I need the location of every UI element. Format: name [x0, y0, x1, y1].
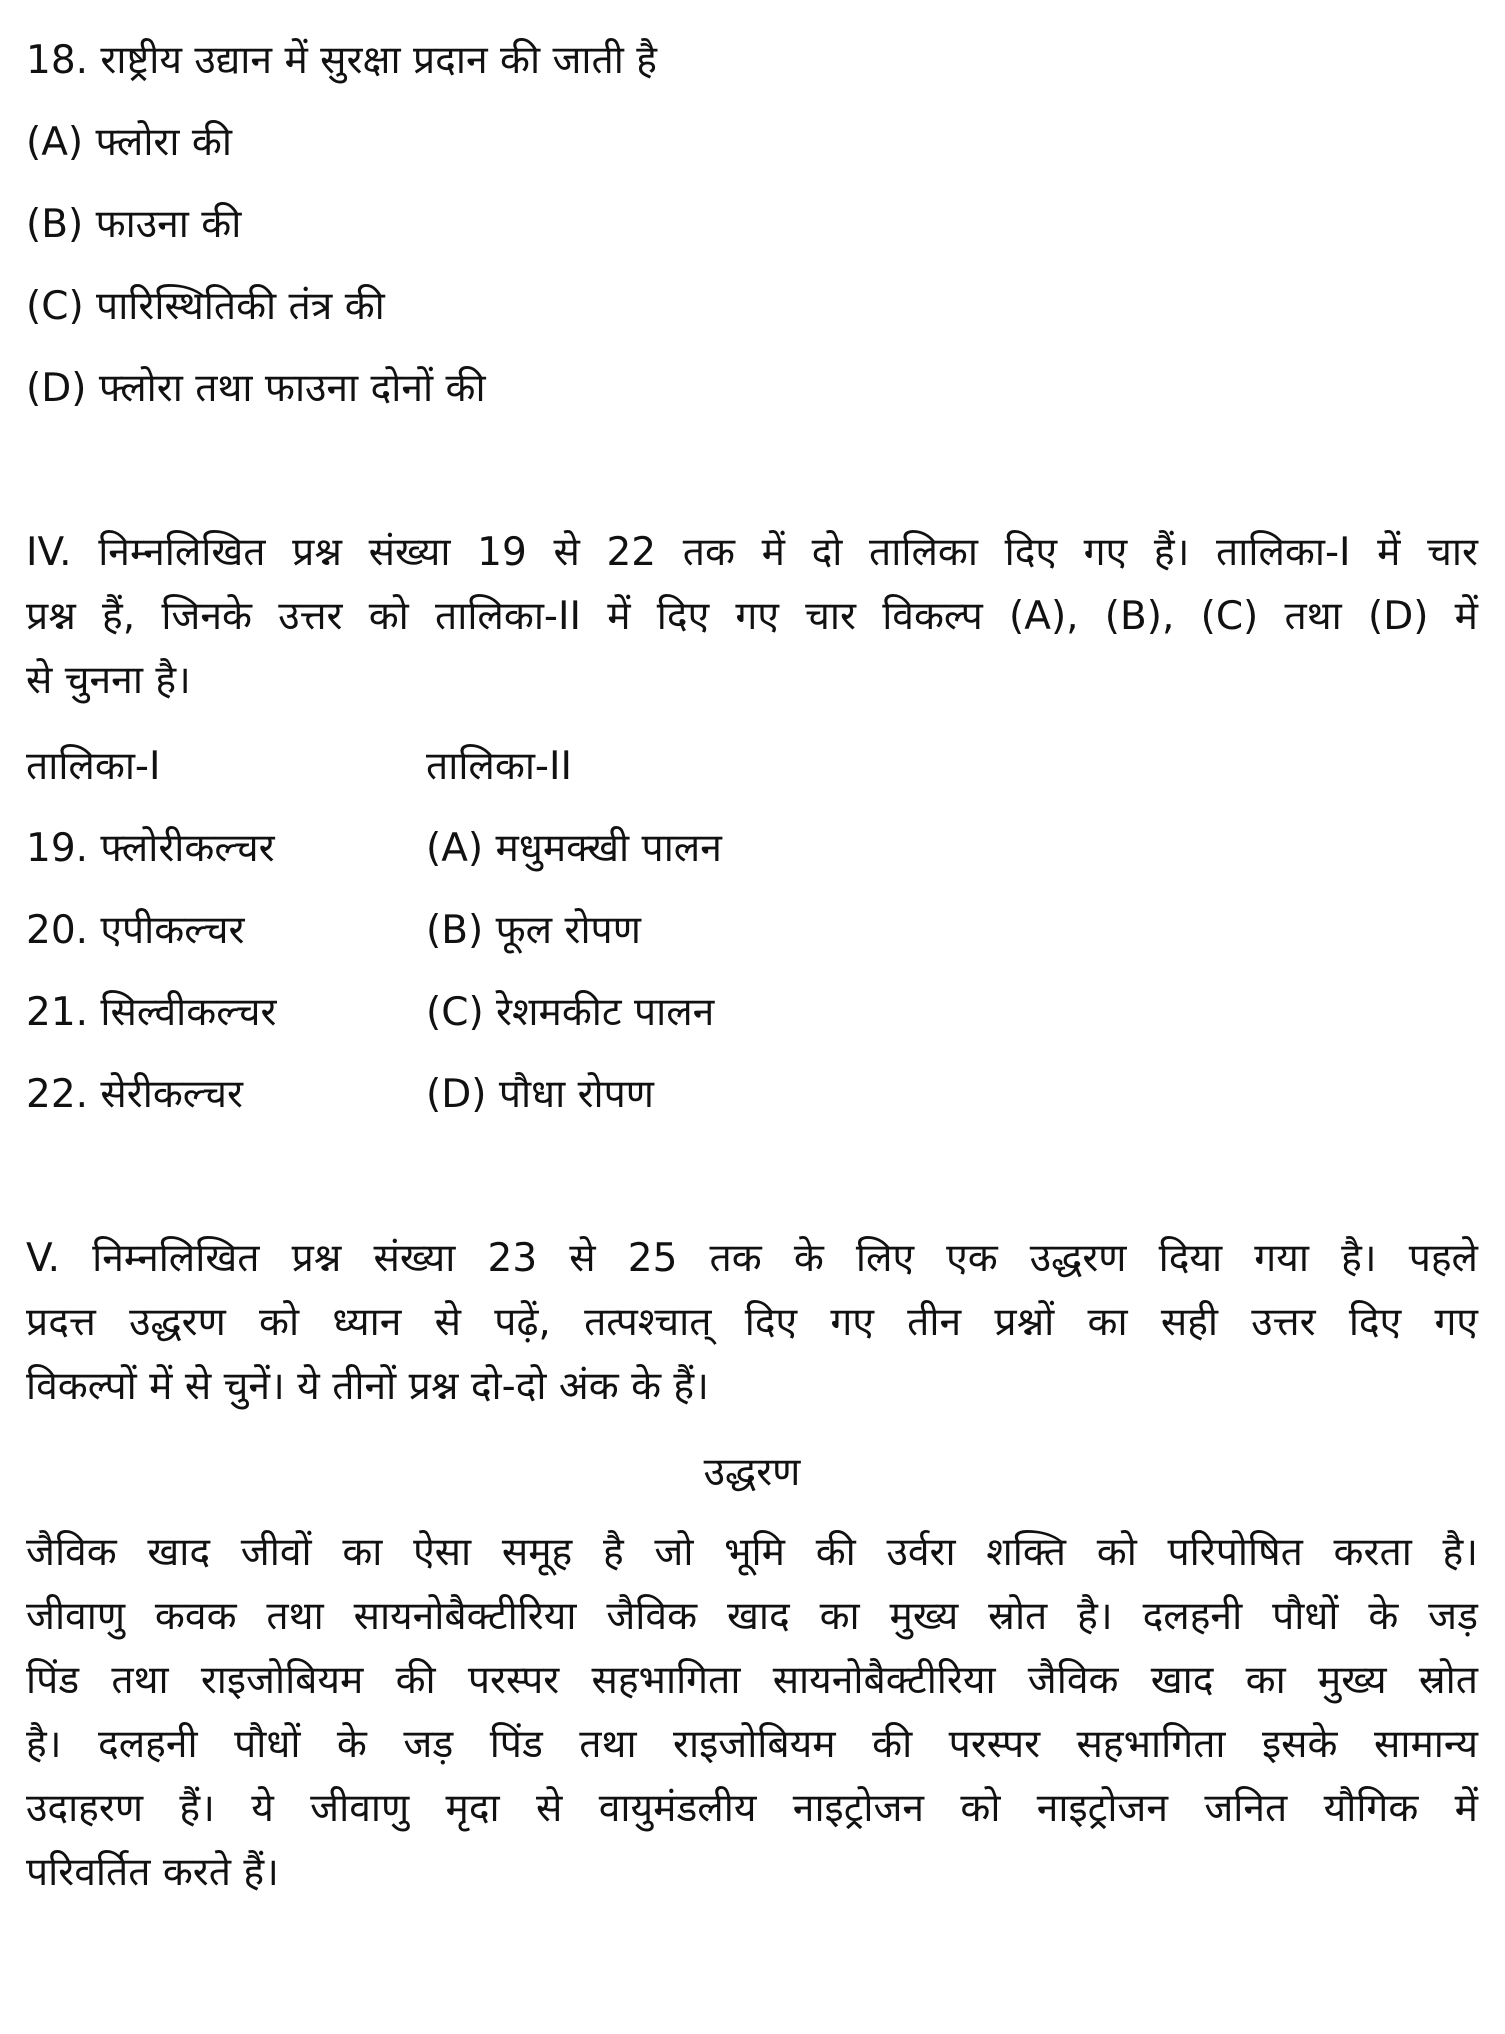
table-row-22-left: 22. सेरीकल्चर [26, 1072, 244, 1117]
table-row-19-left: 19. फ्लोरीकल्चर [26, 826, 275, 871]
table-2-header: तालिका-II [426, 744, 573, 789]
section-iv-instruction-line-1: IV. निम्नलिखित प्रश्न संख्या 19 से 22 तक में दो तालिका दिए गए हैं। तालिका-I में चार [26, 530, 1478, 575]
q18-option-a: (A) फ्लोरा की [26, 120, 232, 165]
passage-line-5: उदाहरण हैं। ये जीवाणु मृदा से वायुमंडलीय नाइट्रोजन को नाइट्रोजन जनित यौगिक में [26, 1786, 1478, 1831]
table-row-20-right: (B) फूल रोपण [426, 908, 641, 953]
passage-line-3: पिंड तथा राइजोबियम की परस्पर सहभागिता सायनोबैक्टीरिया जैविक खाद का मुख्य स्रोत [26, 1658, 1478, 1703]
passage-line-6: परिवर्तित करते हैं। [26, 1850, 279, 1895]
table-1-header: तालिका-I [26, 744, 161, 789]
section-iv-instruction-line-3: से चुनना है। [26, 658, 191, 703]
table-row-21-right: (C) रेशमकीट पालन [426, 990, 715, 1035]
table-row-21-left: 21. सिल्वीकल्चर [26, 990, 277, 1035]
table-row-22-right: (D) पौधा रोपण [426, 1072, 654, 1117]
section-iv-instruction-line-2: प्रश्न हैं, जिनके उत्तर को तालिका-II में दिए गए चार विकल्प (A), (B), (C) तथा (D) में [26, 594, 1478, 639]
section-v-instruction-line-2: प्रदत्त उद्धरण को ध्यान से पढ़ें, तत्पश्चात् दिए गए तीन प्रश्नों का सही उत्तर दिए गए [26, 1300, 1478, 1345]
table-row-19-right: (A) मधुमक्खी पालन [426, 826, 722, 871]
passage-line-1: जैविक खाद जीवों का ऐसा समूह है जो भूमि की उर्वरा शक्ति को परिपोषित करता है। [26, 1530, 1478, 1575]
q18-option-c: (C) पारिस्थितिकी तंत्र की [26, 284, 385, 329]
passage-line-4: है। दलहनी पौधों के जड़ पिंड तथा राइजोबियम की परस्पर सहभागिता इसके सामान्य [26, 1722, 1478, 1767]
passage-line-2: जीवाणु कवक तथा सायनोबैक्टीरिया जैविक खाद का मुख्य स्रोत है। दलहनी पौधों के जड़ [26, 1594, 1478, 1639]
table-row-20-left: 20. एपीकल्चर [26, 908, 245, 953]
q18-option-d: (D) फ्लोरा तथा फाउना दोनों की [26, 366, 486, 411]
passage-title: उद्धरण [703, 1450, 801, 1495]
question-18-text: 18. राष्ट्रीय उद्यान में सुरक्षा प्रदान की जाती है [26, 38, 657, 83]
section-v-instruction-line-1: V. निम्नलिखित प्रश्न संख्या 23 से 25 तक के लिए एक उद्धरण दिया गया है। पहले [26, 1236, 1478, 1281]
q18-option-b: (B) फाउना की [26, 202, 242, 247]
section-v-instruction-line-3: विकल्पों में से चुनें। ये तीनों प्रश्न दो-दो अंक के हैं। [26, 1364, 709, 1409]
